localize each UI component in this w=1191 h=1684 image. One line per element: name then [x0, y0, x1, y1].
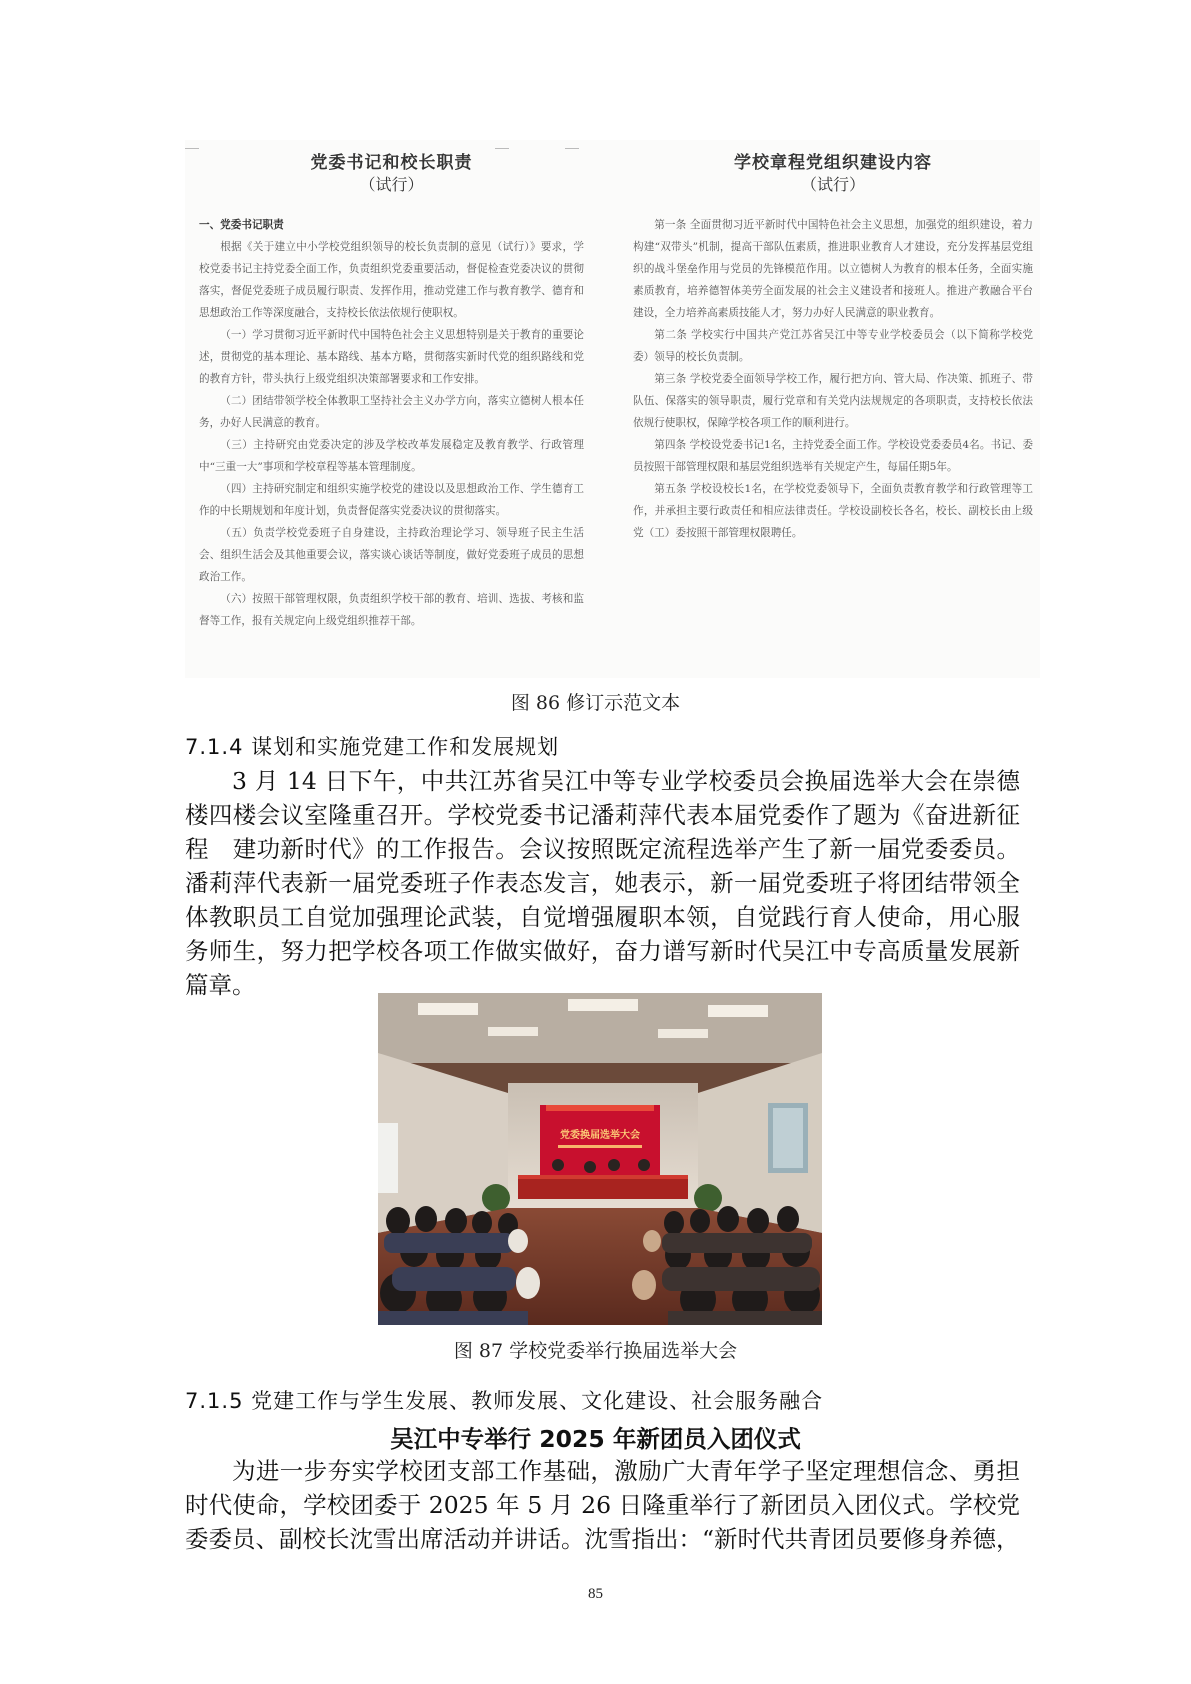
figure-86-scan	[185, 140, 1040, 678]
scan-paragraph: （三）主持研究由党委决定的涉及学校改革发展稳定及教育教学、行政管理中“三重一大”事项和学校章程等基本管理制度。	[199, 439, 584, 473]
scan-paragraph: 第四条 学校设党委书记1名，主持党委全面工作。学校设党委委员4名。书记、委员按照干部管理权限和基层党组织选举有关规定产生，每届任期5年。	[633, 439, 1033, 473]
scan-paragraph: 第五条 学校设校长1名，在学校党委领导下，全面负责教育教学和行政管理等工作，并承担主要行政责任和相应法律责任。学校设副校长各名，校长、副校长由上级党（工）委按照干部管理权限聘任。	[633, 483, 1033, 539]
duties-paragraphs	[199, 214, 584, 632]
scan-paragraph: 根据《关于建立中小学校党组织领导的校长负责制的意见（试行）》要求，学校党委书记主持党委全面工作，负责组织党委重要活动，督促检查党委决议的贯彻落实，督促党委班子成员履行职责、发挥作用，推动党建工作与教育教学、德育和思想政治工作等深度融合，支持校长依法依规行使职权。	[199, 241, 584, 319]
scan-paragraph: 第一条 全面贯彻习近平新时代中国特色社会主义思想，加强党的组织建设，着力构建“双带头”机制，提高干部队伍素质，推进职业教育人才建设，充分发挥基层党组织的战斗堡垒作用与党员的先锋模范作用。以立德树人为教育的根本任务，全面实施素质教育，培养德智体美劳全面发展的社会主义建设者和接班人。推进产教融合平台建设，全力培养高素质技能人才，努力办好人民满意的职业教育。	[633, 219, 1033, 319]
scan-corner-mark	[185, 148, 199, 149]
news-title: 吴江中专举行 2025 年新团员入团仪式	[390, 1425, 801, 1453]
charter-subtitle: （试行）	[800, 175, 865, 194]
scan-paragraph: （四）主持研究制定和组织实施学校党的建设以及思想政治工作、学生德育工作的中长期规划和年度计划，负责督促落实党委决议的贯彻落实。	[199, 483, 584, 517]
duties-title: 党委书记和校长职责	[310, 153, 473, 173]
scan-paragraph: （二）团结带领学校全体教职工坚持社会主义办学方向，落实立德树人根本任务，办好人民满意的教育。	[199, 395, 584, 429]
meeting-photo-illustration	[378, 993, 822, 1325]
scan-paragraph: 第二条 学校实行中国共产党江苏省吴江中等专业学校委员会（以下简称学校党委）领导的校长负责制。	[633, 329, 1033, 363]
section-7-1-5-body: 为进一步夯实学校团支部工作基础，激励广大青年学子坚定理想信念、勇担时代使命，学校团委于 2025 年 5 月 26 日隆重举行了新团员入团仪式。学校党委委员、副校长沈雪出席活动并讲话。沈雪指出：“新时代共青团员要修身养德，	[185, 1457, 1020, 1553]
duties-subtitle: （试行）	[359, 175, 424, 194]
charter-column	[633, 140, 1033, 678]
scan-paragraph: （五）负责学校党委班子自身建设，主持政治理论学习、领导班子民主生活会、组织生活会及其他重要会议，落实谈心谈话等制度，做好党委班子成员的思想政治工作。	[199, 527, 584, 583]
figure-86-caption: 图 86 修订示范文本	[510, 692, 681, 714]
election-meeting-photo	[378, 993, 822, 1325]
charter-paragraphs	[633, 214, 1033, 544]
scan-paragraph: 一、党委书记职责	[199, 219, 284, 231]
charter-title: 学校章程党组织建设内容	[734, 153, 932, 173]
figure-87-caption: 图 87 学校党委举行换届选举大会	[453, 1340, 738, 1362]
page-number: 85	[588, 1586, 603, 1602]
scan-paragraph: （六）按照干部管理权限，负责组织学校干部的教育、培训、选拔、考核和监督等工作，报有关规定向上级党组织推荐干部。	[199, 593, 584, 627]
section-7-1-4-body: 3 月 14 日下午，中共江苏省吴江中等专业学校委员会换届选举大会在崇德楼四楼会议室隆重召开。学校党委书记潘莉萍代表本届党委作了题为《奋进新征程 建功新时代》的工作报告。会议按照既定流程选举产生了新一届党委委员。潘莉萍代表新一届党委班子作表态发言，她表示，新一届党委班子将团结带领全体教职员工自觉加强理论武装，自觉增强履职本领，自觉践行育人使命，用心服务师生，努力把学校各项工作做实做好，奋力谱写新时代吴江中专高质量发展新篇章。	[185, 767, 1020, 999]
scan-paragraph: 第三条 学校党委全面领导学校工作，履行把方向、管大局、作决策、抓班子、带队伍、保落实的领导职责，履行党章和有关党内法规规定的各项职责，支持校长依法依规行使职权，保障学校各项工作的顺利进行。	[633, 373, 1033, 429]
section-heading-7-1-5: 7.1.5 党建工作与学生发展、教师发展、文化建设、社会服务融合	[185, 1389, 824, 1413]
stage-banner-text: 党委换届选举大会	[560, 1130, 640, 1141]
section-heading-7-1-4: 7.1.4 谋划和实施党建工作和发展规划	[185, 735, 560, 759]
duties-column	[199, 140, 584, 678]
scan-paragraph: （一）学习贯彻习近平新时代中国特色社会主义思想特别是关于教育的重要论述，贯彻党的基本理论、基本路线、基本方略，贯彻落实新时代党的组织路线和党的教育方针，带头执行上级党组织决策部署要求和工作安排。	[199, 329, 584, 385]
